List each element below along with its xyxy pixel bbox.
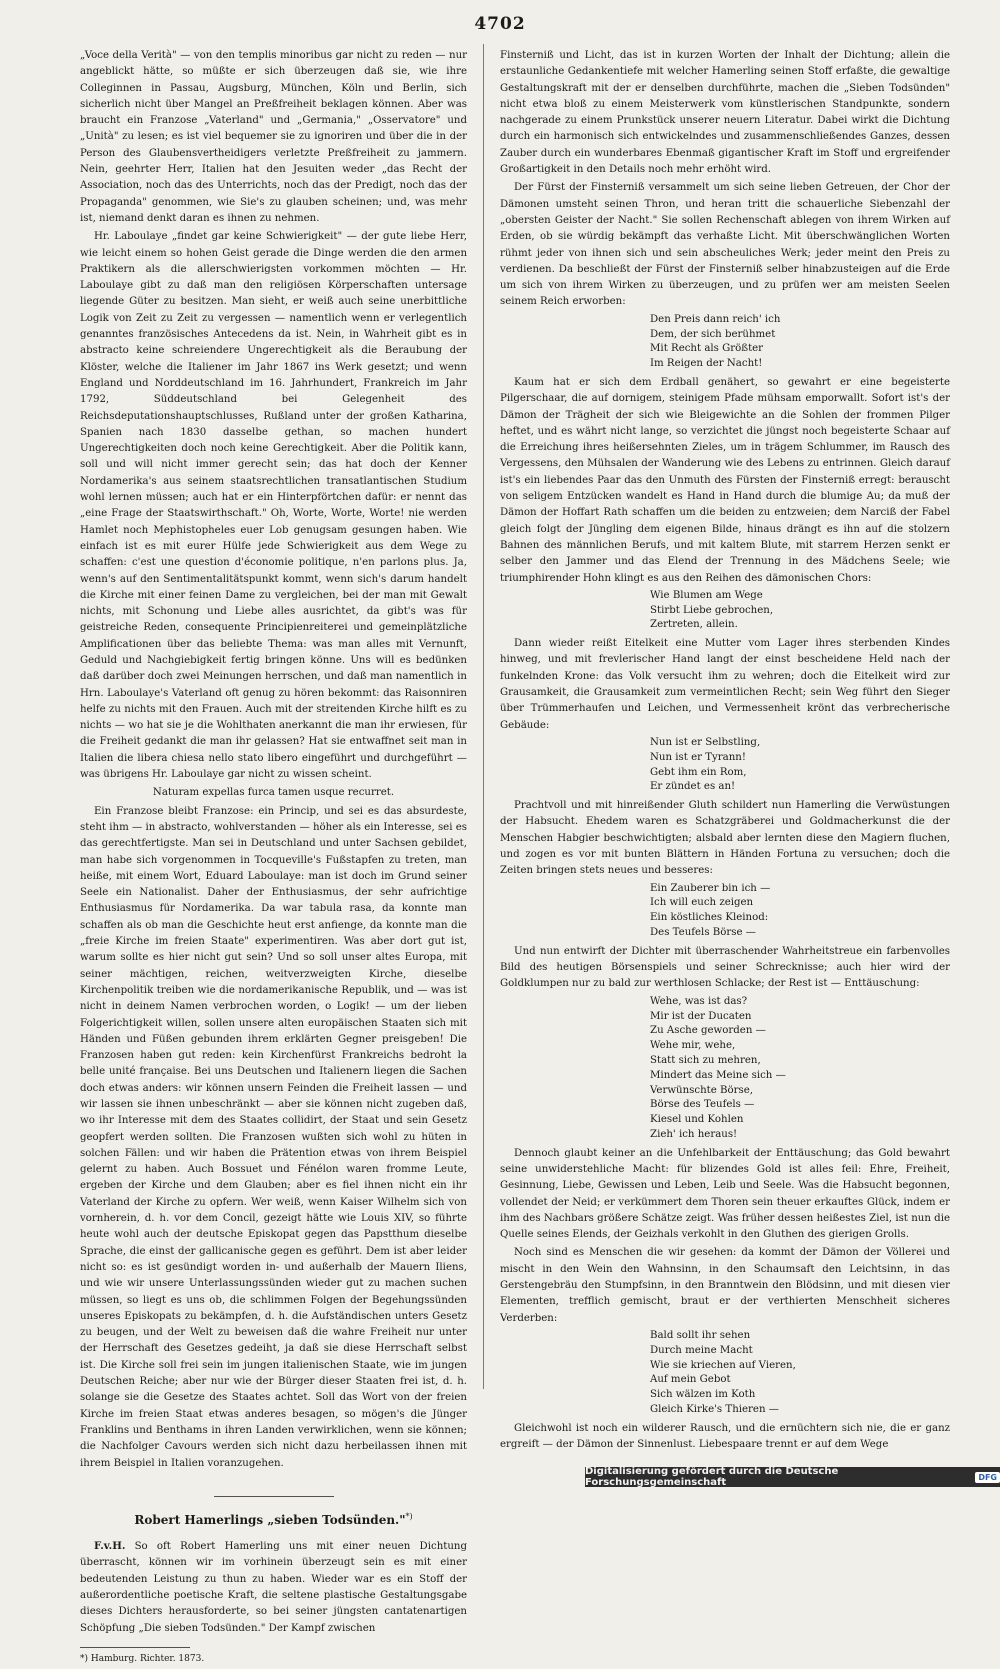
verse-block xyxy=(650,313,950,372)
paragraph: Gleichwohl ist noch ein wilderer Rausch, und die ernüchtern sich nie, die er ganz ergreift — der Dämon der Sinnenlust. Liebespaare trennt er auf dem Wege xyxy=(500,1422,950,1451)
verse-line: Wie sie kriechen auf Vieren, xyxy=(650,1359,796,1371)
verse-block xyxy=(650,1329,950,1418)
verse-block xyxy=(650,736,950,795)
verse-block xyxy=(650,589,950,633)
right-column xyxy=(500,48,950,1455)
paragraph: Dann wieder reißt Eitelkeit eine Mutter vom Lager ihres sterbenden Kindes hinweg, und mit frevlerischer Hand langt der einst bescheidene Held nach der funkelnden Krone: das Volk versucht ihm zu wehren; doch die Eitelkeit wird zur Grausamkeit, die Grausamkeit zum vermeintlichen Recht; sein Weg führt den Sieger über Trümmerhaufen und Leichen, und Vermessenheit krönt das verbrecherische Gebäude: xyxy=(500,638,950,731)
article-title xyxy=(80,1509,467,1528)
footer-text: Digitalisierung gefördert durch die Deutsche Forschungsgemeinschaft xyxy=(585,1466,839,1488)
paragraph: „Voce della Verità" — von den templis minoribus gar nicht zu reden — nur angeblickt hätte, so müßte er sich überzeugen daß sie, wie ihre Colleginnen in Passau, Augsburg, München, Köln und Berlin, sich sicherlich nicht über Mangel an Preßfreiheit beklagen können. Aber was braucht ein Franzose „Vaterland" und „Germania," „Osservatore" und „Unità" zu lesen; es ist viel bequemer sie zu ignoriren und über die in der Person des Glaubensvertheidigers verletzte Preßfreiheit zu jammern. Nein, geehrter Herr, Italien hat den Jesuiten weder „das Recht der Association, noch das des Unterrichts, noch das der Predigt, noch das der Propaganda" genommen, wie Sie's zu glauben scheinen; und, was mehr ist, niemand denkt daran es ihnen zu nehmen. xyxy=(80,50,467,224)
verse-line: Dem, der sich berühmet xyxy=(650,328,776,340)
paragraph: Finsterniß und Licht, das ist in kurzen Worten der Inhalt der Dichtung; allein die erstaunliche Gedankentiefe mit welcher Hamerling seinen Stoff erfaßte, die gewaltige Gestaltungskraft mit der er denselben durchführte, machen die „Sieben Todsünden" nicht etwa bloß zu einem Meisterwerk vom künstlerischen Standpunkte, sondern nachgerade zu einem Prunkstück unserer neuern Literatur. Dabei wirkt die Dichtung durch ein harmonisch sich entwickelndes und zusammenschließendes Ganzes, dessen Zauber durch ein wunderbares Ebenmaß gigantischer Kraft im Stoff und ergreifender Großartigkeit in den Details noch mehr erhöht wird. xyxy=(500,50,950,176)
paragraph: Noch sind es Menschen die wir gesehen: da kommt der Dämon der Völlerei und mischt in den Wein den Wahnsinn, in den Schaumsaft den Leichtsinn, in das Gerstengebräu den Stumpfsinn, in den Branntwein den Blödsinn, und mit diesen vier Elementen, trefflich gemischt, braut er der verthierten Menschheit sicheres Verderben: xyxy=(500,1247,950,1324)
verse-line: Nun ist er Selbstling, xyxy=(650,736,761,748)
verse-line: Mit Recht als Größter xyxy=(650,343,764,355)
verse-line: Wehe mir, wehe, xyxy=(650,1040,736,1052)
verse-line: Kiesel und Kohlen xyxy=(650,1114,744,1126)
paragraph: Und nun entwirft der Dichter mit überraschender Wahrheitstreue ein farbenvolles Bild des heutigen Börsenspiels und seiner Schrecknisse; auch hier wird der Goldklumpen nur zu bald zur werthlosen Schlacke; der Rest ist — Enttäuschung: xyxy=(500,945,950,990)
verse-line: Bald sollt ihr sehen xyxy=(650,1329,751,1341)
verse-line: Er zündet es an! xyxy=(650,781,736,793)
page-number: 4702 xyxy=(474,14,526,34)
verse-line: Sich wälzen im Koth xyxy=(650,1389,756,1401)
verse-line: Verwünschte Börse, xyxy=(650,1084,754,1096)
article-intro xyxy=(80,1538,467,1637)
verse-line: Durch meine Macht xyxy=(650,1344,753,1356)
verse-block xyxy=(650,882,950,941)
verse-line: Statt sich zu mehren, xyxy=(650,1054,761,1066)
paragraph: Hr. Laboulaye „findet gar keine Schwierigkeit" — der gute liebe Herr, wie leicht einem so hohen Geist gerade die Dinge werden die den armen Praktikern als die allerschwierigsten vorkommen möchten — Hr. Laboulaye gibt zu daß man den religiösen Körperschaften untersage liegende Güter zu besitzen. Man sieht, er weiß auch seine unerbittliche Logik von Zeit zu Zeit zu vergessen — namentlich wenn er verlegentlich genanntes französisches Antecedens da ist. Nein, in Wahrheit gibt es in abstracto keine schreiendere Ungerechtigkeit als die Beraubung der Klöster, welche die Italiener im Jahr 1867 ins Werk gesetzt; und wenn England und Norddeutschland im 16. Jahrhundert, Frankreich im Jahr 1792, Süddeutschland bei Gelegenheit des Reichsdeputationshauptschlusses, Rußland unter der großen Katharina, Spanien nach 1830 dasselbe gethan, so machen hundert Ungerechtigkeiten doch noch keine Gerechtigkeit. Aber die Politik kann, soll und will nicht immer gerecht sein; das hat doch der Kenner Nordamerika's aus seinem staatsrechtlichen transatlantischen Studium wohl lernen müssen; auch hat er ein Hinterpförtchen dafür: er nennt das „eine Frage der Staatswirthschaft." Oh, Worte, Worte, Worte! nie werden Hamlet noch Mephistopheles euer Lob genugsam gesungen haben. Wie einfach ist es mit eurer Hülfe jede Schwierigkeit aus dem Wege zu schaffen: c'est une question d'économie politique, n'en parlons plus. Ja, wenn's auf den Sentimentalitätspunkt kommt, wenn sich's darum handelt die Kirche mit einer feinen Dame zu vergleichen, bei der man mit Gewalt nichts, mit Schonung und Liebe alles ausrichtet, da gibt's was für geistreiche Reden, consequente Principienreiterei und gemeinplätzliche Amplificationen über das beliebte Thema: was man alles mit Vernunft, Geduld und Nachgiebigkeit fertig bringen könne. Uns will es bedünken daß darüber doch zwei Meinungen herrschen, und daß man namentlich in Hrn. Laboulaye's Vaterland oft genug zu hören bekommt: das Raisonniren helfe zu nichts mit den Frauen. Auch mit der streitenden Kirche hilft es zu nichts — wo hat sie je die Wohlthaten anerkannt die man ihr erwiesen, für die Freiheit gedankt die man ihr gelassen? Hat sie entwaffnet seit man in Italien die libera chiesa nello stato libero eingeführt und durchgeführt — was übrigens Hr. Laboulaye gar nicht zu wissen scheint. xyxy=(80,231,467,781)
footnote-marker: *) xyxy=(405,1511,413,1521)
paragraph: Der Fürst der Finsterniß versammelt um sich seine lieben Getreuen, der Chor der Dämonen umsteht seinen Thron, und heran tritt die schauerliche Siebenzahl der „obersten Geister der Nacht." Sie sollen Rechenschaft ablegen von ihrem Wirken auf Erden, ob sie würdig bekämpft das verhaßte Licht. Mit überschwänglichen Worten rühmt jeder von ihnen sich und sein abscheuliches Werk; jeder meint den Preis zu verdienen. Da beschließt der Fürst der Finsterniß selber hinabzusteigen auf die Erde um sich von ihrem Wirken zu überzeugen, und zu prüfen wer am meisten Seelen seinem Reich erworben: xyxy=(500,182,950,308)
article-separator xyxy=(214,1496,334,1497)
verse-line: Wehe, was ist das? xyxy=(650,995,748,1007)
footnote: *) Hamburg. Richter. 1873. xyxy=(80,1653,205,1664)
verse-line: Zertreten, allein. xyxy=(650,619,738,631)
left-column xyxy=(80,48,467,1669)
article-title-text: Robert Hamerlings „sieben Todsünden." xyxy=(134,1512,406,1527)
verse-block xyxy=(650,995,950,1143)
digitization-footer xyxy=(585,1467,1000,1487)
paragraph: Prachtvoll und mit hinreißender Gluth schildert nun Hamerling die Verwüstungen der Habsucht. Ehedem waren es Schatzgräberei und Goldmacherkunst die der Menschen Habgier beschwichtigten; alsbald aber lernten diese den Magiern fluchen, und zogen es vor mit bunten Blättern in Händen Fortuna zu versuchen; doch die Zeiten bringen stets neues und besseres: xyxy=(500,800,950,877)
paragraph: Dennoch glaubt keiner an die Unfehlbarkeit der Enttäuschung; das Gold bewahrt seine unwiderstehliche Macht: für blizendes Gold ist alles feil: Ehre, Freiheit, Gesinnung, Liebe, Gewissen und Leben, Leib und Seele. Was die Habsucht begonnen, vollendet der Neid; er verkümmert dem Thoren sein theuer erkauftes Glück, indem er ihm des Nachbars größere Schätze zeigt. Was früher dessen heißestes Ziel, ist nun die Quelle seines Elends, der Geizhals verkohlt in den Gluthen des gierigen Grolls. xyxy=(500,1147,950,1241)
verse-line: Des Teufels Börse — xyxy=(650,927,756,939)
verse-line: Im Reigen der Nacht! xyxy=(650,358,763,370)
verse-line: Börse des Teufels — xyxy=(650,1099,755,1111)
paragraph: Ein Franzose bleibt Franzose: ein Princip, und sei es das absurdeste, steht ihm — in abstracto, wohlverstanden — höher als ein Interesse, sei es das gerechtfertigste. Man sei in Deutschland und unter Sachsen gebildet, man habe sich vorgenommen in Tocqueville's Fußstapfen zu treten, man heiße, mit einem Wort, Eduard Laboulaye: man ist doch im Grund seiner Seele ein Nationalist. Daher der Enthusiasmus, der sehr aufrichtige Enthusiasmus für Nordamerika. Da war tabula rasa, da konnte man schaffen als ob man die Geschichte heut erst anfienge, da konnte man die „freie Kirche im freien Staate" experimentiren. Was aber dort gut ist, warum sollte es hier nicht gut sein? Und so soll unser altes Europa, mit seiner mächtigen, reichen, weitverzweigten Kirche, dieselbe Kirchenpolitik treiben wie die nordamerikanische Republik, und — was ist nicht in deinem Namen verbrochen worden, o Logik! — um der lieben Folgerichtigkeit willen, sollen unsere alten europäischen Staaten sich mit Händen und Füßen gebunden ihrem erklärten Gegner preisgeben! Die Franzosen haben gut reden: kein Kirchenfürst Frankreichs bedroht la belle unité française. Bei uns Deutschen und Italienern liegen die Sachen doch etwas anders: wir können unsern Feinden die Freiheit lassen — und wir lassen sie ihnen unbeschränkt — aber sie können nicht zugeben daß, wo ihr Interesse mit dem des Staates collidirt, der Staat und sein Gesetz geopfert werden sollten. Die Franzosen wußten sich wohl zu hüten in solchen Fällen: und wir haben die Prätention etwas von ihrem Beispiel gelernt zu haben. Auch Bossuet und Fénélon waren fromme Leute, ergeben der Kirche und dem Glauben; aber es fiel ihnen nicht ein ihr Vaterland der Kirche zu opfern. Wer weiß, wenn Kaiser Wilhelm sich von vornherein, d. h. vor dem Concil, gezeigt hätte wie Louis XIV, so führte heute wohl auch der deutsche Episkopat gegen das Papstthum dieselbe Sprache, die einst der gallicanische gegen es geführt. Dem ist aber leider nicht so: es ist gesündigt worden in- und außerhalb der Mauern Iliens, und wie wir unsere Unterlassungssünden wieder gut zu machen suchen müssen, so liegt es uns ob, die schlimmen Folgen der Begehungssünden unseres Episkopats zu bekämpfen, d. h. die Aufständischen unters Gesetz zu beugen, und der Welt zu beweisen daß die wahre Freiheit nur unter der Herrschaft des Gesetzes gedeiht, ja daß sie diese Herrschaft selbst ist. Die Kirche soll frei sein im jungen italienischen Staate, wie im jungen Deutschen Reiche; aber nur wie der Bürger dieser Staaten frei ist, d. h. solange sie die Gesetze des Staates achtet. Soll das Wort von der freien Kirche im freien Staat etwas anderes besagen, so mögen's die Jünger Franklins und Benthams in ihren Landen verwirklichen, wenn sie können; die Nachfolger Cavours werden sich nicht dazu herbeilassen ihnen mit ihrem Beispiel in Italien voranzugehen. xyxy=(80,805,467,1469)
column-divider xyxy=(483,44,484,1389)
verse-line: Nun ist er Tyrann! xyxy=(650,751,746,763)
verse-line: Mir ist der Ducaten xyxy=(650,1010,752,1022)
verse-line: Mindert das Meine sich — xyxy=(650,1069,786,1081)
verse-line: Stirbt Liebe gebrochen, xyxy=(650,604,774,616)
verse-line: Gleich Kirke's Thieren — xyxy=(650,1403,779,1415)
dfg-logo-icon: DFG xyxy=(975,1472,1000,1483)
article-intro-text: So oft Robert Hamerling uns mit einer neuen Dichtung überrascht, können wir im vorhinein überzeugt sein es mit einer bedeutenden Leistung zu thun zu haben. Wieder war es ein Stoff der außerordentliche poetische Kraft, die seltene plastische Gestaltungsgabe dieses Dichters herausforderte, so bei seiner jüngsten cantatenartigen Schöpfung „Die sieben Todsünden." Der Kampf zwischen xyxy=(80,1541,467,1634)
verse-line: Zieh' ich heraus! xyxy=(650,1128,738,1140)
verse-line: Gebt ihm ein Rom, xyxy=(650,766,747,778)
article-byline: F.v.H. xyxy=(94,1540,126,1553)
verse-line: Auf mein Gebot xyxy=(650,1374,731,1386)
verse-line: Ein köstliches Kleinod: xyxy=(650,912,769,924)
footnote-rule xyxy=(80,1647,190,1648)
paragraph: Kaum hat er sich dem Erdball genähert, so gewahrt er eine begeisterte Pilgerschaar, die auf dornigem, steinigem Pfade mühsam emporwallt. Sofort ist's der Dämon der Trägheit der sich wie Bleigewichte an die Sohlen der frommen Pilger heftet, und es währt nicht lange, so verzichtet die jüngst noch begeisterte Schaar auf die Erreichung ihres heißersehnten Zieles, um in trägem Schlummer, im Rausch des Vergessens, den Mühsalen der Wanderung wie des Lebens zu entrinnen. Gleich darauf ist's ein liebendes Paar das den Unmuth des Fürsten der Finsterniß erregt: berauscht von seligem Entzücken wandelt es Hand in Hand durch die blumige Au; da muß der Dämon der Hoffart Rath schaffen um die beiden zu entzweien; dem Narciß der Fabel gleich folgt der Jüngling dem eigenen Bilde, hinaus drängt es ihn auf die stolzern Bahnen des männlichen Berufs, und mit kaltem Blute, mit starrem Herzen senkt er selber den Jammer und das Elend der Trennung in des Mädchens Seele; wie triumphirender Hohn klingt es aus den Reihen des dämonischen Chors: xyxy=(500,376,950,584)
verse-line: Den Preis dann reich' ich xyxy=(650,313,781,325)
verse-line: Wie Blumen am Wege xyxy=(650,589,763,601)
latin-quote: Naturam expellas furca tamen usque recurret. xyxy=(152,787,395,799)
verse-line: Zu Asche geworden — xyxy=(650,1025,766,1037)
verse-line: Ein Zauberer bin ich — xyxy=(650,882,771,894)
verse-line: Ich will euch zeigen xyxy=(650,897,754,909)
